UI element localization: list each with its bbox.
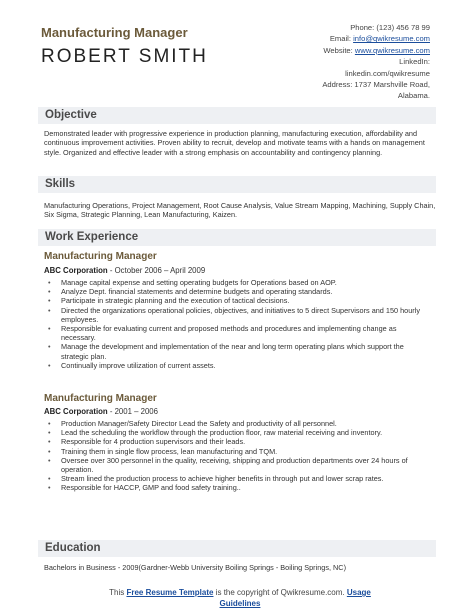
job-2-title: Manufacturing Manager <box>44 393 157 404</box>
job-1-company-line <box>44 266 205 275</box>
usage-link[interactable]: Usage <box>346 588 371 597</box>
contact-website <box>230 45 430 56</box>
list-item: • Manage the development and implementation of the near and long term operating plans which support the strategic plan. <box>46 342 426 360</box>
job-1-company: ABC Corporation <box>44 266 108 275</box>
header-job-title: Manufacturing Manager <box>41 25 188 40</box>
job-2-bullets <box>46 419 426 493</box>
objective-text: Demonstrated leader with progressive experience in production planning, manufacturing execution, affordability and continuous improvement activities. Proven ability to recruit, develop and motivate teams with a hands on management style. Organized and effective leader with a strong emphasis on accountability and contingency planning. <box>44 129 425 157</box>
education-heading: Education <box>45 542 101 554</box>
free-resume-template-link[interactable]: Free Resume Template <box>126 588 214 597</box>
guidelines-link[interactable]: Guidelines <box>219 599 261 608</box>
contact-address-line2: Alabama. <box>397 91 430 101</box>
list-item: • Participate in strategic planning and the execution of tactical decisions. <box>46 296 426 305</box>
footer-prefix: This <box>109 588 127 597</box>
website-link[interactable]: www.qwikresume.com <box>354 45 430 55</box>
list-item: • Responsible for HACCP, GMP and food safety training.. <box>46 483 426 492</box>
job-1-dates: - October 2006 – April 2009 <box>107 266 206 275</box>
email-label: Email: <box>329 34 354 44</box>
email-link[interactable]: info@qwikresume.com <box>353 34 430 44</box>
skills-heading: Skills <box>45 178 76 190</box>
contact-phone: Phone: (123) 456 78 99 <box>350 23 430 32</box>
list-item: • Directed the organizations operational policies, objectives, and initiatives to 5 direct Supervisors and 150 hourly employees. <box>46 306 426 324</box>
list-item: • Continually improve utilization of current assets. <box>46 361 426 370</box>
job-2-company: ABC Corporation <box>44 407 108 416</box>
candidate-name: ROBERT SMITH <box>41 46 208 67</box>
contact-linkedin-label: LinkedIn: <box>399 57 430 67</box>
skills-section-bar <box>38 176 436 193</box>
education-text: Bachelors in Business - 2009(Gardner-Webb University Boiling Springs - Boiling Springs, NC) <box>44 563 347 572</box>
footer-copyright <box>80 587 400 609</box>
job-1-bullets <box>46 278 426 370</box>
website-label: Website: <box>323 45 355 55</box>
contact-block <box>230 22 430 102</box>
contact-email <box>230 33 430 44</box>
list-item: • Stream lined the production process to achieve higher benefits in through put and lower scrap rates. <box>46 474 426 483</box>
contact-address-line1: Address: 1737 Marshville Road, <box>322 80 430 90</box>
objective-section-bar <box>38 107 436 124</box>
footer-middle: is the copyright of Qwikresume.com. <box>213 588 347 597</box>
job-2-company-line <box>44 407 158 416</box>
list-item: • Manage capital expense and setting operating budgets for Operations based on AOP. <box>46 278 426 287</box>
list-item: • Production Manager/Safety Director Lead the Safety and productivity of all personnel. <box>46 419 426 428</box>
list-item: • Oversee over 300 personnel in the quality, receiving, shipping and production departments over 24 hours of operation. <box>46 456 426 474</box>
contact-linkedin: linkedin.com/qwikresume <box>345 68 430 78</box>
experience-heading: Work Experience <box>45 231 139 243</box>
list-item: • Lead the scheduling the workflow through the production floor, raw material receiving and inventory. <box>46 428 426 437</box>
list-item: • Training them in single flow process, lean manufacturing and TQM. <box>46 447 426 456</box>
list-item: • Responsible for 4 production supervisors and their leads. <box>46 437 426 446</box>
skills-text: Manufacturing Operations, Project Management, Root Cause Analysis, Value Stream Mapping, Machining, Supply Chain, Six Sigma, Strategic Planning, Lean Manufacturing, Kaizen. <box>44 201 436 220</box>
list-item: • Responsible for evaluating current and proposed methods and procedures and implementing change as necessary. <box>46 324 426 342</box>
objective-heading: Objective <box>45 109 97 121</box>
job-2-dates: - 2001 – 2006 <box>107 407 158 416</box>
job-1-title: Manufacturing Manager <box>44 251 157 262</box>
list-item: • Analyze Dept. financial statements and determine budgets and operating standards. <box>46 287 426 296</box>
